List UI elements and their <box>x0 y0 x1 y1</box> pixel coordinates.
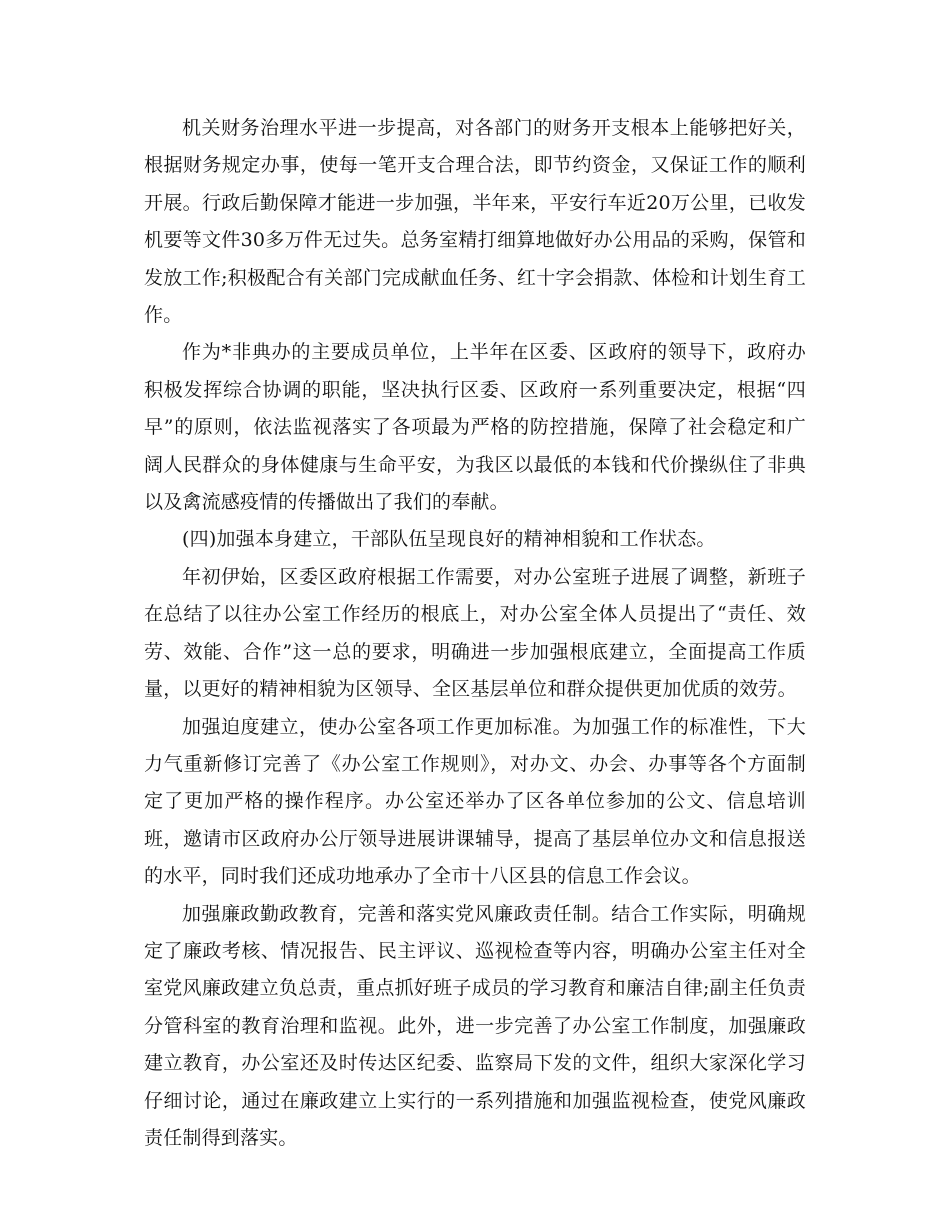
document-body <box>144 110 806 1157</box>
section-heading-self-building: (四)加强本身建立，干部队伍呈现良好的精神相貌和工作状态。 <box>182 528 716 551</box>
paragraph-sars-prevention: 作为*非典办的主要成员单位，上半年在区委、区政府的领导下，政府办积极发挥综合协调的职能，坚决执行区委、区政府一系列重要决定，根据“四早”的原则，依法监视落实了各项最为严格的防控措施，保障了社会稳定和广阔人民群众的身体健康与生命平安，为我区以最低的本钱和代价操纵住了非典以及禽流感疫情的传播做出了我们的奉献。 <box>144 341 806 514</box>
paragraph-integrity-education: 加强廉政勤政教育，完善和落实党风廉政责任制。结合工作实际，明确规定了廉政考核、情况报告、民主评议、巡视检查等内容，明确办公室主任对全室党风廉政建立负总责，重点抓好班子成员的学习教育和廉洁自律;副主任负责分管科室的教育治理和监视。此外，进一步完善了办公室工作制度，加强廉政建立教育，办公室还及时传达区纪委、监察局下发的文件，组织大家深化学习仔细讨论，通过在廉政建立上实行的一系列措施和加强监视检查，使党风廉政责任制得到落实。 <box>144 902 806 1149</box>
paragraph-finance-logistics: 机关财务治理水平进一步提高，对各部门的财务开支根本上能够把好关，根据财务规定办事，使每一笔开支合理合法，即节约资金，又保证工作的顺利开展。行政后勤保障才能进一步加强，半年来，平安行车近20万公里，已收发机要等文件30多万件无过失。总务室精打细算地做好办公用品的采购，保管和发放工作;积极配合有关部门完成献血任务、红十字会捐款、体检和计划生育工作。 <box>144 117 806 327</box>
paragraph-team-adjustment: 年初伊始，区委区政府根据工作需要，对办公室班子进展了调整，新班子在总结了以往办公室工作经历的根底上，对办公室全体人员提出了“责任、效劳、效能、合作”这一总的要求，明确进一步加强根底建立，全面提高工作质量，以更好的精神相貌为区领导、全区基层单位和群众提供更加优质的效劳。 <box>144 565 806 701</box>
paragraph-system-building: 加强迫度建立，使办公室各项工作更加标准。为加强工作的标准性，下大力气重新修订完善了《办公室工作规则》，对办文、办会、办事等各个方面制定了更加严格的操作程序。办公室还举办了区各单位参加的公文、信息培训班，邀请市区政府办公厅领导进展讲课辅导，提高了基层单位办文和信息报送的水平，同时我们还成功地承办了全市十八区县的信息工作会议。 <box>144 715 806 888</box>
